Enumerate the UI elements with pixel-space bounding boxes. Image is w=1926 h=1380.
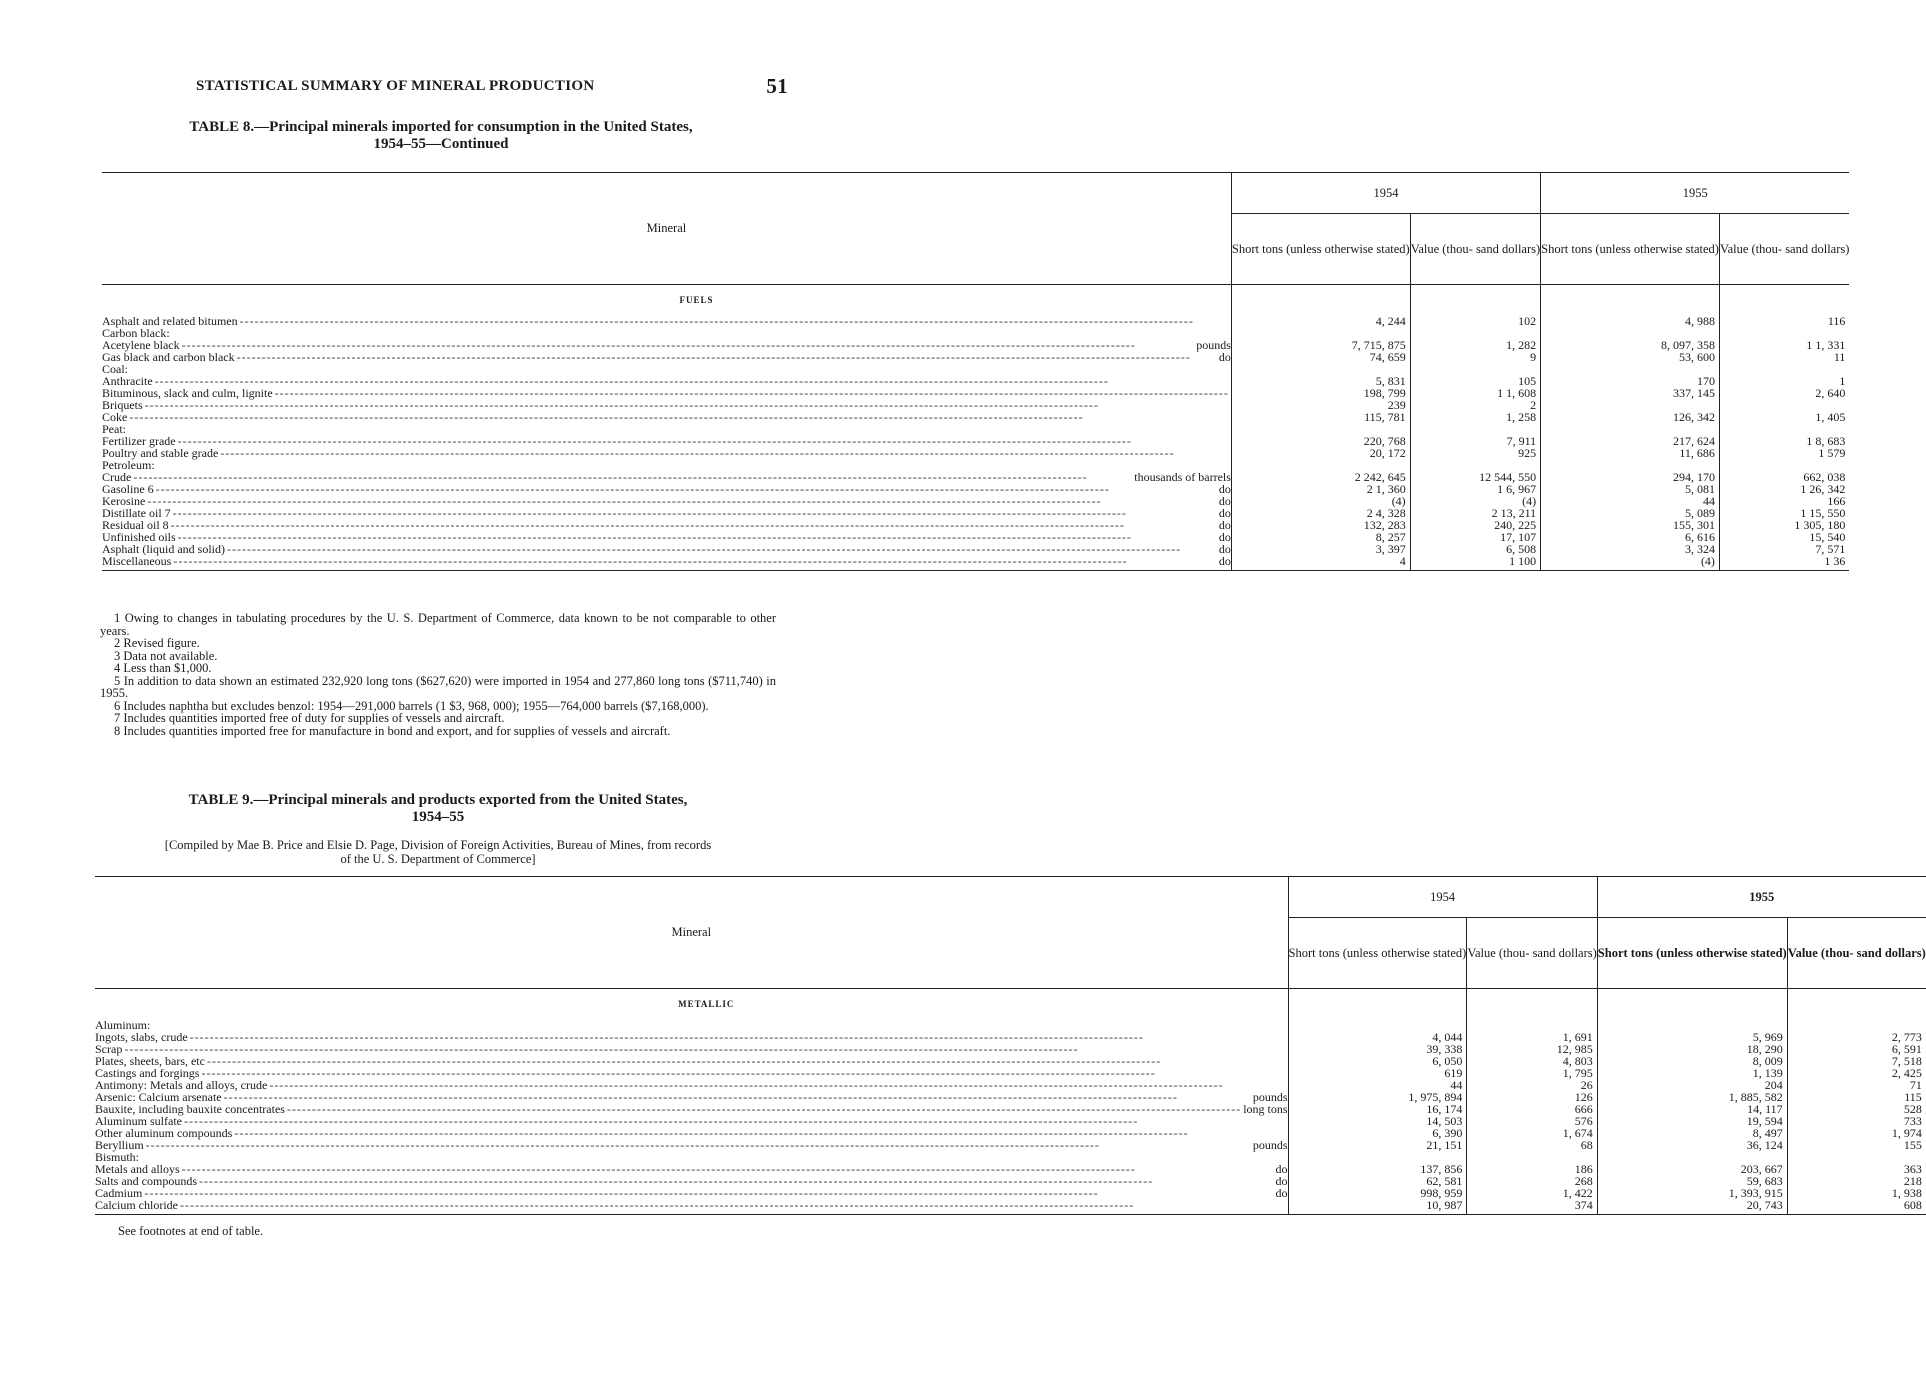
row-value: 4, 244 bbox=[1231, 315, 1410, 327]
row-label: Aluminum: bbox=[95, 1018, 151, 1032]
row-value: 2 242, 645 bbox=[1231, 471, 1410, 483]
row-value: 8, 009 bbox=[1597, 1055, 1787, 1067]
row-value: 1 100 bbox=[1410, 555, 1540, 571]
table9 bbox=[95, 876, 1926, 1215]
row-value: 126, 342 bbox=[1541, 411, 1720, 423]
page-number: 51 bbox=[766, 74, 788, 98]
row-value: 6, 050 bbox=[1288, 1055, 1467, 1067]
row-value: 20, 743 bbox=[1597, 1199, 1787, 1215]
row-label: Acetylene black bbox=[102, 338, 180, 352]
row-label: Metals and alloys bbox=[95, 1162, 180, 1176]
table9-header-year2: 1955 bbox=[1597, 877, 1926, 918]
row-label: Aluminum sulfate bbox=[95, 1114, 182, 1128]
row-label: Distillate oil 7 bbox=[102, 506, 171, 520]
row-value: 998, 959 bbox=[1288, 1187, 1467, 1199]
row-value: (4) bbox=[1541, 555, 1720, 571]
row-value: 1, 938 bbox=[1787, 1187, 1926, 1199]
row-unit: pounds bbox=[1252, 1090, 1288, 1104]
row-value: 608 bbox=[1787, 1199, 1926, 1215]
table8-header-short-tons-1955: Short tons (unless otherwise stated) bbox=[1541, 214, 1720, 285]
row-value: 1, 885, 582 bbox=[1597, 1091, 1787, 1103]
row-label: Peat: bbox=[102, 422, 126, 436]
table8-header-year1: 1954 bbox=[1231, 173, 1540, 214]
row-value: 155, 301 bbox=[1541, 519, 1720, 531]
row-value: 268 bbox=[1467, 1175, 1597, 1187]
row-value: 3, 397 bbox=[1231, 543, 1410, 555]
row-value: 1, 795 bbox=[1467, 1067, 1597, 1079]
row-label: Petroleum: bbox=[102, 458, 155, 472]
table9-title bbox=[96, 792, 780, 826]
row-unit: do bbox=[1218, 554, 1231, 568]
row-value: 186 bbox=[1467, 1163, 1597, 1175]
footnote: 8 Includes quantities imported free for manufacture in bond and export, and for supplies of vessels and aircraft. bbox=[114, 723, 671, 738]
row-value: 1, 674 bbox=[1467, 1127, 1597, 1139]
row-unit: thousands of barrels bbox=[1134, 470, 1231, 484]
row-label: Scrap bbox=[95, 1042, 123, 1056]
row-label: Gasoline 6 bbox=[102, 482, 154, 496]
row-label: Plates, sheets, bars, etc bbox=[95, 1054, 205, 1068]
row-value: 239 bbox=[1231, 399, 1410, 411]
row-unit: pounds bbox=[1252, 1138, 1288, 1152]
row-value: 20, 172 bbox=[1231, 447, 1410, 459]
table9-header-value-1955: Value (thou- sand dollars) bbox=[1787, 918, 1926, 989]
row-value: 4 bbox=[1231, 555, 1410, 571]
row-value: 68 bbox=[1467, 1139, 1597, 1151]
row-value: 8, 097, 358 bbox=[1541, 339, 1720, 351]
row-value: 576 bbox=[1467, 1115, 1597, 1127]
row-label: Castings and forgings bbox=[95, 1066, 200, 1080]
row-label: Bauxite, including bauxite concentrates bbox=[95, 1102, 285, 1116]
footnote: 2 Revised figure. bbox=[114, 636, 200, 650]
row-value: 115, 781 bbox=[1231, 411, 1410, 423]
table-row bbox=[102, 555, 1849, 571]
table9-header-short-tons-1955: Short tons (unless otherwise stated) bbox=[1597, 918, 1787, 989]
row-value: 9 bbox=[1410, 351, 1540, 363]
running-title: STATISTICAL SUMMARY OF MINERAL PRODUCTION bbox=[196, 78, 595, 94]
footnotes bbox=[100, 612, 776, 737]
row-value: 528 bbox=[1787, 1103, 1926, 1115]
row-label: Antimony: Metals and alloys, crude bbox=[95, 1078, 268, 1092]
table9-subtitle-line2: of the U. S. Department of Commerce] bbox=[340, 852, 536, 866]
row-value: (4) bbox=[1231, 495, 1410, 507]
row-value: 2 4, 328 bbox=[1231, 507, 1410, 519]
row-value: 11 bbox=[1719, 351, 1849, 363]
row-label: Unfinished oils bbox=[102, 530, 176, 544]
row-unit: pounds bbox=[1196, 338, 1231, 352]
row-value: 1 1, 608 bbox=[1410, 387, 1540, 399]
row-label: Salts and compounds bbox=[95, 1174, 197, 1188]
row-value bbox=[1541, 363, 1720, 375]
row-value: 44 bbox=[1541, 495, 1720, 507]
row-label: Beryllium bbox=[95, 1138, 144, 1152]
row-value: 137, 856 bbox=[1288, 1163, 1467, 1175]
row-value: 1, 258 bbox=[1410, 411, 1540, 423]
table8 bbox=[102, 172, 1849, 571]
row-value: 62, 581 bbox=[1288, 1175, 1467, 1187]
row-value: 7, 715, 875 bbox=[1231, 339, 1410, 351]
row-unit: do bbox=[1218, 542, 1231, 556]
table8-header-year2: 1955 bbox=[1541, 173, 1850, 214]
table8-header-short-tons-1954: Short tons (unless otherwise stated) bbox=[1231, 214, 1410, 285]
row-value: 1 15, 550 bbox=[1719, 507, 1849, 519]
row-value: 10, 987 bbox=[1288, 1199, 1467, 1215]
row-unit: do bbox=[1275, 1186, 1288, 1200]
row-value: 170 bbox=[1541, 375, 1720, 387]
table8-header-mineral: Mineral bbox=[102, 173, 1231, 285]
row-value: 5, 081 bbox=[1541, 483, 1720, 495]
row-value: 1 305, 180 bbox=[1719, 519, 1849, 531]
row-label: Calcium chloride bbox=[95, 1198, 178, 1212]
table-row bbox=[102, 315, 1849, 327]
row-value: 7, 518 bbox=[1787, 1055, 1926, 1067]
row-unit: do bbox=[1218, 482, 1231, 496]
row-value: 1 bbox=[1719, 375, 1849, 387]
row-value: 4, 803 bbox=[1467, 1055, 1597, 1067]
table8-title bbox=[100, 119, 782, 153]
table8-title-line2: 1954–55—Continued bbox=[373, 136, 509, 152]
row-value: 53, 600 bbox=[1541, 351, 1720, 363]
row-value: 59, 683 bbox=[1597, 1175, 1787, 1187]
table8-section-heading: FUELS bbox=[679, 295, 714, 305]
row-label: Poultry and stable grade bbox=[102, 446, 219, 460]
row-label: Crude bbox=[102, 470, 132, 484]
table9-section-heading: METALLIC bbox=[678, 999, 735, 1009]
row-value: 337, 145 bbox=[1541, 387, 1720, 399]
row-unit: do bbox=[1218, 350, 1231, 364]
footnote: 5 In addition to data shown an estimated 232,920 long tons ($627,620) were imported in 1954 and 277,860 long tons ($711,740) in 1955. bbox=[100, 673, 776, 700]
row-value: 6, 616 bbox=[1541, 531, 1720, 543]
row-value: 116 bbox=[1719, 315, 1849, 327]
table-row bbox=[102, 351, 1849, 363]
row-label: Fertilizer grade bbox=[102, 434, 176, 448]
footnote: 1 Owing to changes in tabulating procedures by the U. S. Department of Commerce, data known to be not comparable to other years. bbox=[100, 611, 776, 638]
row-value: 1 1, 331 bbox=[1719, 339, 1849, 351]
row-value: 8, 257 bbox=[1231, 531, 1410, 543]
row-value: 7, 911 bbox=[1410, 435, 1540, 447]
row-value: 374 bbox=[1467, 1199, 1597, 1215]
row-value: 666 bbox=[1467, 1103, 1597, 1115]
row-value: 6, 508 bbox=[1410, 543, 1540, 555]
row-label: Residual oil 8 bbox=[102, 518, 169, 532]
row-label: Bituminous, slack and culm, lignite bbox=[102, 386, 273, 400]
footnote: 4 Less than $1,000. bbox=[114, 661, 212, 675]
row-label: Briquets bbox=[102, 398, 143, 412]
row-value: 1, 422 bbox=[1467, 1187, 1597, 1199]
row-value: 132, 283 bbox=[1231, 519, 1410, 531]
row-unit: do bbox=[1218, 506, 1231, 520]
table8-header-value-1954: Value (thou- sand dollars) bbox=[1410, 214, 1540, 285]
row-value: 8, 497 bbox=[1597, 1127, 1787, 1139]
row-value: 217, 624 bbox=[1541, 435, 1720, 447]
row-value: 662, 038 bbox=[1719, 471, 1849, 483]
row-value: 294, 170 bbox=[1541, 471, 1720, 483]
row-value: 925 bbox=[1410, 447, 1540, 459]
row-value: 17, 107 bbox=[1410, 531, 1540, 543]
row-value: 12 544, 550 bbox=[1410, 471, 1540, 483]
row-value: 6, 390 bbox=[1288, 1127, 1467, 1139]
row-unit: do bbox=[1275, 1174, 1288, 1188]
row-value: 5, 089 bbox=[1541, 507, 1720, 519]
row-value: 1, 405 bbox=[1719, 411, 1849, 423]
table-row bbox=[102, 411, 1849, 423]
row-value: 18, 290 bbox=[1597, 1043, 1787, 1055]
row-value: (4) bbox=[1410, 495, 1540, 507]
row-unit: do bbox=[1218, 518, 1231, 532]
row-value: 126 bbox=[1467, 1091, 1597, 1103]
row-value: 26 bbox=[1467, 1079, 1597, 1091]
row-label: Cadmium bbox=[95, 1186, 143, 1200]
row-value: 21, 151 bbox=[1288, 1139, 1467, 1151]
row-value: 105 bbox=[1410, 375, 1540, 387]
row-value: 5, 969 bbox=[1597, 1031, 1787, 1043]
row-label: Coke bbox=[102, 410, 128, 424]
row-value: 12, 985 bbox=[1467, 1043, 1597, 1055]
table9-header-value-1954: Value (thou- sand dollars) bbox=[1467, 918, 1597, 989]
row-value: 203, 667 bbox=[1597, 1163, 1787, 1175]
row-value: 733 bbox=[1787, 1115, 1926, 1127]
row-label: Arsenic: Calcium arsenate bbox=[95, 1090, 222, 1104]
row-value: 1, 975, 894 bbox=[1288, 1091, 1467, 1103]
row-value: 1, 393, 915 bbox=[1597, 1187, 1787, 1199]
row-label: Kerosine bbox=[102, 494, 146, 508]
row-value: 1, 691 bbox=[1467, 1031, 1597, 1043]
row-value: 1, 139 bbox=[1597, 1067, 1787, 1079]
row-label: Gas black and carbon black bbox=[102, 350, 235, 364]
row-value: 1 6, 967 bbox=[1410, 483, 1540, 495]
row-value: 240, 225 bbox=[1410, 519, 1540, 531]
row-label: Coal: bbox=[102, 362, 128, 376]
row-value: 2, 773 bbox=[1787, 1031, 1926, 1043]
row-value: 1 8, 683 bbox=[1719, 435, 1849, 447]
row-value: 14, 117 bbox=[1597, 1103, 1787, 1115]
row-value: 2, 425 bbox=[1787, 1067, 1926, 1079]
row-value: 218 bbox=[1787, 1175, 1926, 1187]
table-row bbox=[102, 447, 1849, 459]
row-value: 11, 686 bbox=[1541, 447, 1720, 459]
row-label: Carbon black: bbox=[102, 326, 170, 340]
row-value: 4, 988 bbox=[1541, 315, 1720, 327]
table-row bbox=[95, 1199, 1926, 1215]
row-value: 102 bbox=[1410, 315, 1540, 327]
row-value: 619 bbox=[1288, 1067, 1467, 1079]
row-value: 1 36 bbox=[1719, 555, 1849, 571]
row-value: 39, 338 bbox=[1288, 1043, 1467, 1055]
row-label: Bismuth: bbox=[95, 1150, 140, 1164]
row-value: 2, 640 bbox=[1719, 387, 1849, 399]
row-value: 2 1, 360 bbox=[1231, 483, 1410, 495]
row-value: 74, 659 bbox=[1231, 351, 1410, 363]
row-unit: do bbox=[1218, 494, 1231, 508]
row-value: 1 26, 342 bbox=[1719, 483, 1849, 495]
row-label: Other aluminum compounds bbox=[95, 1126, 233, 1140]
row-value: 166 bbox=[1719, 495, 1849, 507]
row-value: 363 bbox=[1787, 1163, 1926, 1175]
row-value: 115 bbox=[1787, 1091, 1926, 1103]
table8-title-line1: TABLE 8.—Principal minerals imported for consumption in the United States, bbox=[189, 119, 693, 135]
row-label: Asphalt and related bitumen bbox=[102, 314, 238, 328]
row-unit: do bbox=[1218, 530, 1231, 544]
row-value: 6, 591 bbox=[1787, 1043, 1926, 1055]
footnote: 6 Includes naphtha but excludes benzol: 1954—291,000 barrels (1 $3, 968, 000); 1955—764,000 barrels ($7,168,000). bbox=[114, 698, 709, 713]
row-value: 155 bbox=[1787, 1139, 1926, 1151]
table8-header-value-1955: Value (thou- sand dollars) bbox=[1719, 214, 1849, 285]
table9-header-mineral: Mineral bbox=[95, 877, 1288, 989]
table9-title-line2: 1954–55 bbox=[411, 809, 465, 825]
row-value: 2 bbox=[1410, 399, 1540, 411]
row-value: 2 13, 211 bbox=[1410, 507, 1540, 519]
table9-title-line1: TABLE 9.—Principal minerals and products exported from the United States, bbox=[188, 792, 688, 808]
row-value: 36, 124 bbox=[1597, 1139, 1787, 1151]
see-footnotes-note: See footnotes at end of table. bbox=[118, 1224, 264, 1238]
row-value: 15, 540 bbox=[1719, 531, 1849, 543]
row-unit: long tons bbox=[1243, 1102, 1288, 1116]
row-value: 1 579 bbox=[1719, 447, 1849, 459]
table9-subtitle bbox=[96, 838, 780, 866]
row-value: 198, 799 bbox=[1231, 387, 1410, 399]
row-value: 71 bbox=[1787, 1079, 1926, 1091]
footnote: 3 Data not available. bbox=[114, 648, 218, 663]
row-value: 7, 571 bbox=[1719, 543, 1849, 555]
row-value: 1, 974 bbox=[1787, 1127, 1926, 1139]
row-value: 220, 768 bbox=[1231, 435, 1410, 447]
row-value: 3, 324 bbox=[1541, 543, 1720, 555]
row-label: Ingots, slabs, crude bbox=[95, 1030, 188, 1044]
table9-subtitle-line1: [Compiled by Mae B. Price and Elsie D. Page, Division of Foreign Activities, Bureau of Mines, from records bbox=[164, 838, 712, 852]
row-unit: do bbox=[1275, 1162, 1288, 1176]
table9-header-short-tons-1954: Short tons (unless otherwise stated) bbox=[1288, 918, 1467, 989]
row-value: 16, 174 bbox=[1288, 1103, 1467, 1115]
row-value: 44 bbox=[1288, 1079, 1467, 1091]
running-head bbox=[196, 74, 788, 98]
row-value: 1, 282 bbox=[1410, 339, 1540, 351]
row-value bbox=[1719, 363, 1849, 375]
table-row bbox=[95, 1139, 1926, 1151]
row-label: Asphalt (liquid and solid) bbox=[102, 542, 225, 556]
row-value: 19, 594 bbox=[1597, 1115, 1787, 1127]
row-value: 14, 503 bbox=[1288, 1115, 1467, 1127]
row-value: 204 bbox=[1597, 1079, 1787, 1091]
row-label: Miscellaneous bbox=[102, 554, 172, 568]
footnote: 7 Includes quantities imported free of duty for supplies of vessels and aircraft. bbox=[114, 711, 505, 725]
row-label: Anthracite bbox=[102, 374, 153, 388]
row-value: 5, 831 bbox=[1231, 375, 1410, 387]
table9-header-year1: 1954 bbox=[1288, 877, 1597, 918]
row-value: 4, 044 bbox=[1288, 1031, 1467, 1043]
